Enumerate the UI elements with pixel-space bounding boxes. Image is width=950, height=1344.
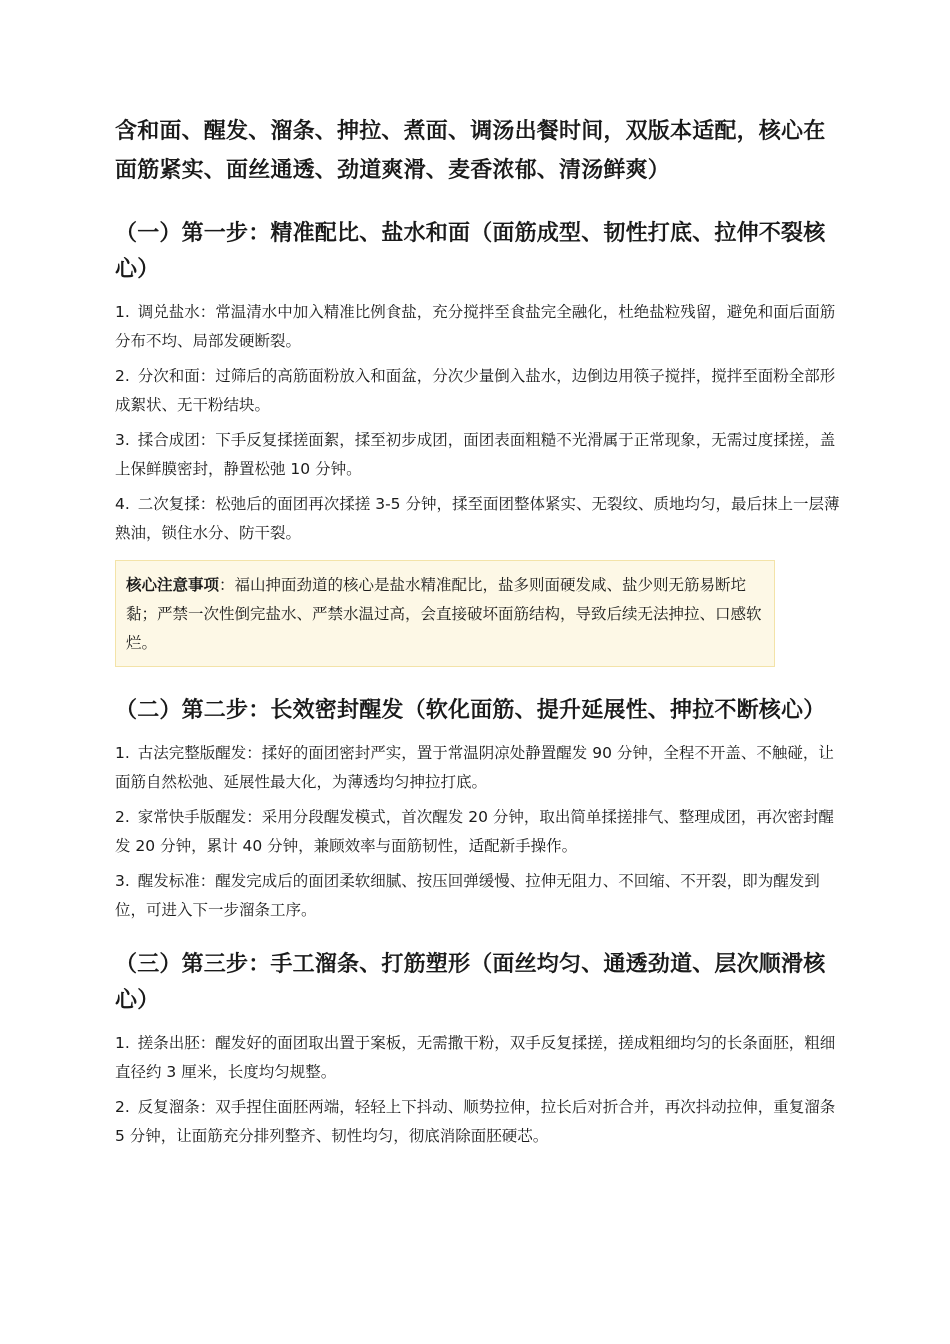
list-item [115,490,845,548]
item-text: 反复溜条：双手捏住面胚两端，轻轻上下抖动、顺势拉伸，拉长后对折合并，再次抖动拉伸，重复溜条 5 分钟，让面筋充分排列整齐、韧性均匀，彻底消除面胚硬芯。 [115,1098,836,1145]
item-number: 2. [115,808,130,826]
list-item [115,803,845,861]
item-text: 家常快手版醒发：采用分段醒发模式，首次醒发 20 分钟，取出简单揉搓排气、整理成团，再次密封醒发 20 分钟，累计 40 分钟，兼顾效率与面筋韧性，适配新手操作。 [115,808,834,855]
item-text: 二次复揉：松弛后的面团再次揉搓 3-5 分钟，揉至面团整体紧实、无裂纹、质地均匀，最后抹上一层薄熟油，锁住水分、防干裂。 [115,495,840,542]
list-item [115,426,845,484]
item-number: 4. [115,495,130,513]
note-label: 核心注意事项 [126,576,220,594]
list-item [115,739,845,797]
note-box [115,560,775,667]
section-step-2 [115,693,845,925]
item-number: 1. [115,1034,130,1052]
item-text: 分次和面：过筛后的高筋面粉放入和面盆，分次少量倒入盐水，边倒边用筷子搅拌，搅拌至面粉全部形成絮状、无干粉结块。 [115,367,836,414]
item-number: 2. [115,1098,130,1116]
item-text: 揉合成团：下手反复揉搓面絮，揉至初步成团，面团表面粗糙不光滑属于正常现象，无需过度揉搓，盖上保鲜膜密封，静置松弛 10 分钟。 [115,431,836,478]
list-item [115,867,845,925]
document-page [115,112,845,1173]
list-item [115,298,845,356]
item-text: 古法完整版醒发：揉好的面团密封严实，置于常温阴凉处静置醒发 90 分钟，全程不开盖、不触碰，让面筋自然松弛、延展性最大化，为薄透均匀抻拉打底。 [115,744,834,791]
section-title: （三）第三步：手工溜条、打筋塑形（面丝均匀、通透劲道、层次顺滑核心） [115,952,826,1013]
item-number: 2. [115,367,130,385]
note-text: ：福山抻面劲道的核心是盐水精准配比，盐多则面硬发咸、盐少则无筋易断坨黏；严禁一次性倒完盐水、严禁水温过高，会直接破坏面筋结构，导致后续无法抻拉、口感软烂。 [126,576,762,652]
item-number: 1. [115,744,130,762]
item-text: 搓条出胚：醒发好的面团取出置于案板，无需撒干粉，双手反复揉搓，搓成粗细均匀的长条面胚，粗细直径约 3 厘米，长度均匀规整。 [115,1034,836,1081]
section-title: （二）第二步：长效密封醒发（软化面筋、提升延展性、抻拉不断核心） [115,698,826,723]
item-text: 醒发标准：醒发完成后的面团柔软细腻、按压回弹缓慢、拉伸无阻力、不回缩、不开裂，即为醒发到位，可进入下一步溜条工序。 [115,872,820,919]
list-item [115,362,845,420]
item-number: 3. [115,872,130,890]
section-step-1 [115,216,845,667]
section-title: （一）第一步：精准配比、盐水和面（面筋成型、韧性打底、拉伸不裂核心） [115,221,826,282]
item-text: 调兑盐水：常温清水中加入精准比例食盐，充分搅拌至食盐完全融化，杜绝盐粒残留，避免和面后面筋分布不均、局部发硬断裂。 [115,303,836,350]
list-item [115,1029,845,1087]
intro-heading: 含和面、醒发、溜条、抻拉、煮面、调汤出餐时间，双版本适配，核心在面筋紧实、面丝通透、劲道爽滑、麦香浓郁、清汤鲜爽） [115,119,826,183]
item-number: 1. [115,303,130,321]
list-item [115,1093,845,1151]
section-step-3 [115,947,845,1151]
item-number: 3. [115,431,130,449]
